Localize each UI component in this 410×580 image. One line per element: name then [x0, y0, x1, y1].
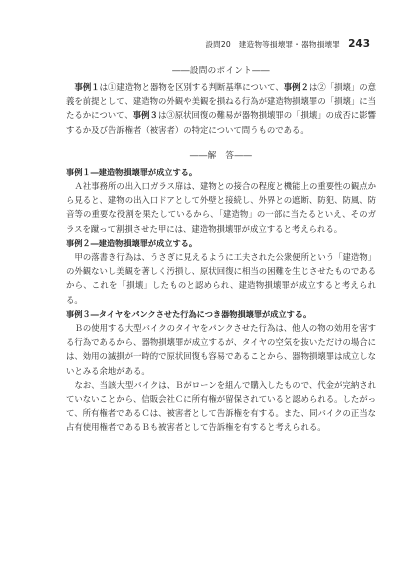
- point-text-4: は②「損壊」の意義を前提として、建造物の外観や美観を損ねる行為が建造物損壊罪の「損壊」に当たるかについて、: [66, 82, 377, 121]
- point-text-6: は③原状回復の難易が器物損壊罪の「損壊」の成否に影響するか及び告訴権者（被害者）の特定について問うものである。: [66, 110, 377, 135]
- point-text-2: は①建造物と器物を区別する判断基準について、: [99, 82, 284, 92]
- case-1-paragraph: Ａ社事務所の出入口ガラス扉は、建物との接合の程度と機能上の重要性の観点から見ると、建物の出入口ドアとして外壁と接続し、外界との遮断、防犯、防風、防音等の重要な役割を果たしているから、「建造物」の一部に当たるといえ、そのガラスを蹴って割損させた甲には、建造物損壊罪が成立すると考えられる。: [66, 181, 376, 234]
- point-case-3-label: 事例３: [132, 110, 158, 121]
- case-2-heading: 事例２―建造物損壊罪が成立する。: [66, 237, 198, 248]
- point-heading: ――設問のポイント――: [172, 66, 270, 76]
- case-3-heading: 事例３―タイヤをパンクさせた行為につき器物損壊罪が成立する。: [66, 308, 312, 319]
- running-header-title: 設問20 建造物等損壊罪・器物損壊罪: [205, 40, 341, 49]
- point-paragraph: [66, 80, 376, 137]
- point-case-2-label: 事例２: [283, 82, 309, 92]
- running-header: [205, 38, 370, 50]
- case-3-paragraph-1: Ｂの使用する大型バイクのタイヤをパンクさせた行為は、他人の物の効用を害する行為であるから、器物損壊罪が成立するが、タイヤの空気を抜いただけの場合には、効用の滅損が一時的で原状回復も容易であることから、器物損壊罪は成立しないとみる余地がある。: [66, 323, 376, 376]
- case-2-paragraph: 甲の落書き行為は、うさぎに見えるように工夫された公衆便所という「建造物」の外観ないし美観を著しく汚損し、原状回復に相当の困難を生じさせたものであるから、これを「損壊」したものと認められ、建造物損壊罪が成立すると考えられる。: [66, 252, 376, 305]
- case-3-paragraph-2: なお、当該大型バイクは、Ｂがローンを組んで購入したもので、代金が完納されていないことから、信販会社Ｃに所有権が留保されていると認められる。したがって、所有権者であるＣは、被害者として告訴権を有する。また、同バイクの正当な占有使用権者であるＢも被害者として告訴権を有すると考えられる。: [66, 379, 376, 433]
- page-body: [66, 64, 376, 435]
- case-1-heading: 事例１―建造物損壊罪が成立する。: [66, 166, 198, 177]
- answer-heading: ――解 答――: [189, 150, 253, 161]
- point-case-1-label: 事例１: [74, 82, 100, 92]
- page-number: 243: [348, 38, 370, 50]
